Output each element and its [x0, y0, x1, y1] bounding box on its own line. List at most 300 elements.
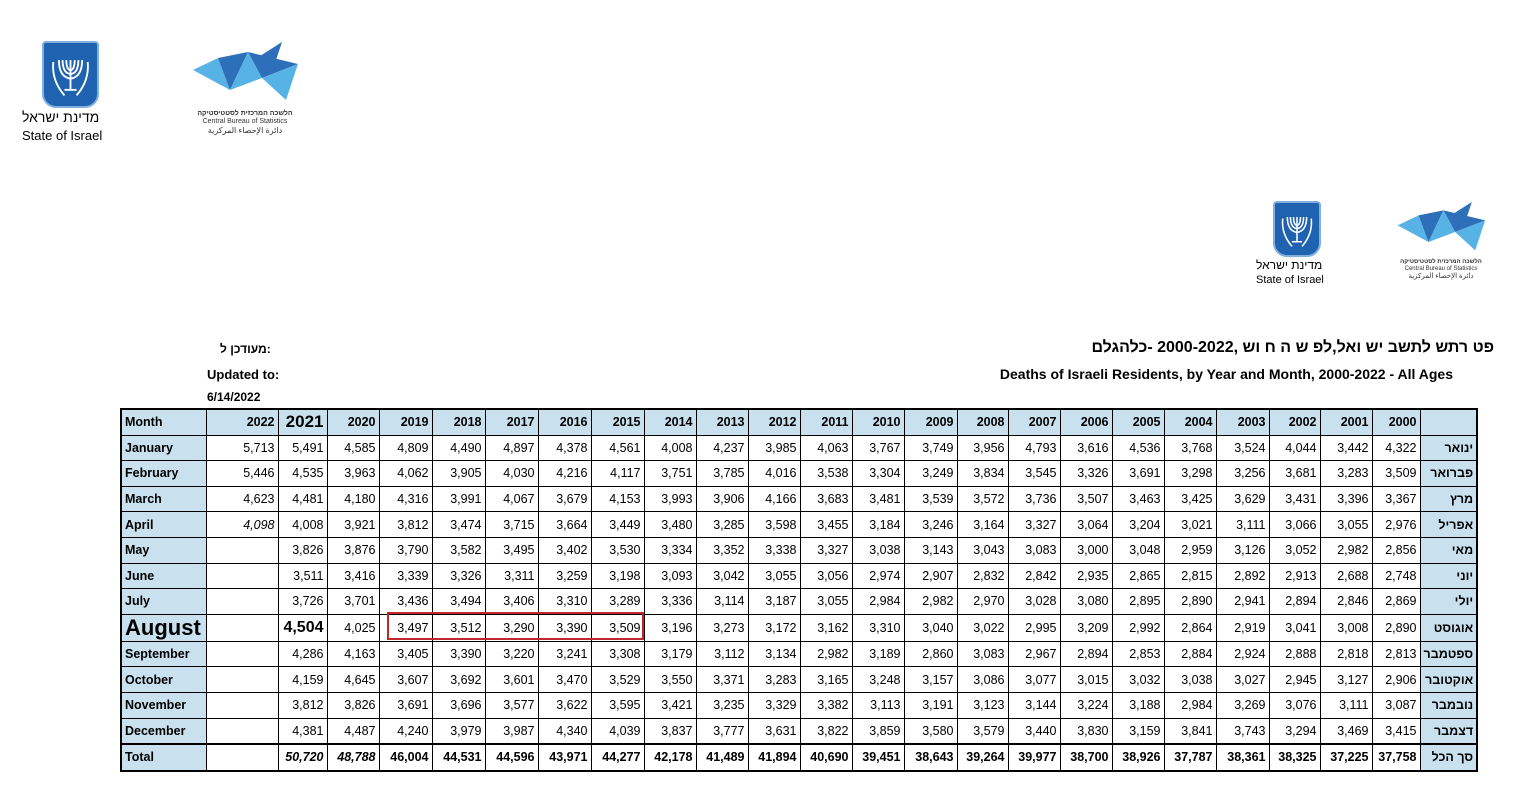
- table-cell: 3,859: [852, 718, 904, 744]
- table-row: [121, 667, 1477, 693]
- table-cell: 3,056: [800, 563, 852, 589]
- total-cell: 44,277: [591, 744, 644, 771]
- table-cell: 3,246: [904, 512, 957, 538]
- table-cell: 3,629: [1216, 486, 1269, 512]
- table-cell: 3,189: [852, 641, 904, 667]
- table-cell: 4,153: [591, 486, 644, 512]
- menorah-emblem-icon: [1273, 201, 1321, 257]
- table-cell: 3,480: [644, 512, 696, 538]
- table-cell: 3,979: [432, 718, 485, 744]
- table-cell: 3,055: [800, 589, 852, 615]
- total-cell: 37,758: [1372, 744, 1420, 771]
- table-cell: 3,681: [1269, 461, 1320, 487]
- table-cell: 3,326: [432, 563, 485, 589]
- table-cell: 4,008: [644, 435, 696, 461]
- table-cell: 3,188: [1112, 692, 1164, 718]
- table-cell: 2,974: [852, 563, 904, 589]
- year-column-header: 2000: [1372, 409, 1420, 435]
- month-label-hebrew: ינואר: [1420, 435, 1477, 461]
- table-cell: 3,172: [748, 614, 800, 641]
- total-cell: 48,788: [327, 744, 379, 771]
- table-cell: 3,595: [591, 692, 644, 718]
- table-cell: 4,030: [485, 461, 538, 487]
- table-header-row: [121, 409, 1477, 435]
- table-cell: [206, 614, 278, 641]
- month-column-header: Month: [121, 409, 206, 435]
- year-column-header: 2008: [957, 409, 1008, 435]
- table-cell: 3,283: [1320, 461, 1372, 487]
- table-cell: 4,240: [379, 718, 432, 744]
- table-cell: [206, 692, 278, 718]
- year-column-header: 2018: [432, 409, 485, 435]
- table-cell: 3,040: [904, 614, 957, 641]
- table-cell: 5,446: [206, 461, 278, 487]
- table-cell: 4,163: [327, 641, 379, 667]
- table-cell: 4,340: [538, 718, 591, 744]
- table-cell: 2,865: [1112, 563, 1164, 589]
- table-cell: 3,157: [904, 667, 957, 693]
- hebrew-month-column-header: [1420, 409, 1477, 435]
- table-row: [121, 641, 1477, 667]
- table-cell: 3,436: [379, 589, 432, 615]
- table-cell: 3,114: [696, 589, 748, 615]
- year-column-header: 2007: [1008, 409, 1060, 435]
- table-cell: 3,113: [852, 692, 904, 718]
- table-cell: [206, 537, 278, 563]
- table-cell: 3,055: [748, 563, 800, 589]
- table-cell: 4,067: [485, 486, 538, 512]
- month-label-english: July: [121, 589, 206, 615]
- table-cell: 3,112: [696, 641, 748, 667]
- month-label-hebrew: אוגוסט: [1420, 614, 1477, 641]
- month-label-english: September: [121, 641, 206, 667]
- table-cell: 3,905: [432, 461, 485, 487]
- table-cell: 3,455: [800, 512, 852, 538]
- table-cell: 3,601: [485, 667, 538, 693]
- title-hebrew: פט רתש לתשב יש ואל,לפ ש ה ח וש ,2000-2022 -כלהגלם: [1091, 339, 1494, 356]
- table-cell: 3,572: [957, 486, 1008, 512]
- total-cell: 42,178: [644, 744, 696, 771]
- table-cell: 3,768: [1164, 435, 1216, 461]
- table-cell: 4,645: [327, 667, 379, 693]
- table-cell: 3,196: [644, 614, 696, 641]
- total-cell: 46,004: [379, 744, 432, 771]
- table-cell: 3,338: [748, 537, 800, 563]
- table-cell: 2,967: [1008, 641, 1060, 667]
- table-cell: 3,691: [1112, 461, 1164, 487]
- table-cell: 3,921: [327, 512, 379, 538]
- table-cell: 3,545: [1008, 461, 1060, 487]
- table-cell: 3,041: [1269, 614, 1320, 641]
- table-cell: 2,992: [1112, 614, 1164, 641]
- table-cell: 2,832: [957, 563, 1008, 589]
- table-cell: [206, 667, 278, 693]
- table-cell: [206, 563, 278, 589]
- table-cell: 3,512: [432, 614, 485, 641]
- cbs-name-arabic: دائرة الإحصاء المركزية: [207, 126, 283, 135]
- table-cell: 3,841: [1164, 718, 1216, 744]
- year-column-header: 2006: [1060, 409, 1112, 435]
- year-column-header: 2015: [591, 409, 644, 435]
- table-cell: 2,864: [1164, 614, 1216, 641]
- table-cell: 3,304: [852, 461, 904, 487]
- table-cell: [206, 718, 278, 744]
- table-row: [121, 537, 1477, 563]
- cbs-name-hebrew: הלשכה המרכזית לסטטיסטיקה: [197, 110, 293, 117]
- month-label-hebrew: פברואר: [1420, 461, 1477, 487]
- table-cell: 3,209: [1060, 614, 1112, 641]
- table-cell: 4,025: [327, 614, 379, 641]
- table-cell: 3,631: [748, 718, 800, 744]
- table-cell: 3,390: [538, 614, 591, 641]
- month-label-hebrew: אוקטובר: [1420, 667, 1477, 693]
- table-cell: 4,016: [748, 461, 800, 487]
- table-cell: 3,481: [852, 486, 904, 512]
- table-cell: 4,098: [206, 512, 278, 538]
- total-cell: 37,787: [1164, 744, 1216, 771]
- table-cell: 3,311: [485, 563, 538, 589]
- table-cell: 3,785: [696, 461, 748, 487]
- table-cell: 2,853: [1112, 641, 1164, 667]
- table-cell: 3,327: [1008, 512, 1060, 538]
- month-label-english: May: [121, 537, 206, 563]
- table-cell: 4,044: [1269, 435, 1320, 461]
- table-cell: 3,086: [957, 667, 1008, 693]
- year-column-header: 2009: [904, 409, 957, 435]
- table-cell: 3,021: [1164, 512, 1216, 538]
- table-row: [121, 486, 1477, 512]
- table-cell: 2,907: [904, 563, 957, 589]
- state-name-english: State of Israel: [1256, 274, 1324, 286]
- table-cell: 3,790: [379, 537, 432, 563]
- table-cell: 3,963: [327, 461, 379, 487]
- table-cell: 3,083: [1008, 537, 1060, 563]
- table-cell: 3,470: [538, 667, 591, 693]
- total-cell: 39,451: [852, 744, 904, 771]
- total-cell: 41,489: [696, 744, 748, 771]
- table-cell: 3,826: [327, 692, 379, 718]
- table-cell: 3,539: [904, 486, 957, 512]
- table-cell: 3,751: [644, 461, 696, 487]
- table-cell: 3,204: [1112, 512, 1164, 538]
- year-column-header: 2011: [800, 409, 852, 435]
- table-cell: 3,327: [800, 537, 852, 563]
- menorah-emblem-icon: [42, 41, 99, 108]
- table-cell: 4,490: [432, 435, 485, 461]
- table-cell: 2,894: [1060, 641, 1112, 667]
- month-label-hebrew: ספטמבר: [1420, 641, 1477, 667]
- table-cell: 2,919: [1216, 614, 1269, 641]
- year-column-header: 2013: [696, 409, 748, 435]
- table-cell: 2,984: [852, 589, 904, 615]
- table-cell: 2,869: [1372, 589, 1420, 615]
- table-cell: 3,111: [1320, 692, 1372, 718]
- table-cell: 4,535: [278, 461, 327, 487]
- table-cell: 3,352: [696, 537, 748, 563]
- total-cell: [206, 744, 278, 771]
- table-row: [121, 461, 1477, 487]
- table-cell: 3,425: [1164, 486, 1216, 512]
- month-label-english: February: [121, 461, 206, 487]
- table-cell: 2,846: [1320, 589, 1372, 615]
- updated-label-english: Updated to:: [207, 367, 280, 382]
- table-cell: 2,982: [1320, 537, 1372, 563]
- cbs-logo-right: [1395, 202, 1487, 284]
- table-cell: 3,310: [538, 589, 591, 615]
- table-cell: 3,273: [696, 614, 748, 641]
- table-cell: 3,066: [1269, 512, 1320, 538]
- table-cell: 2,842: [1008, 563, 1060, 589]
- total-cell: 41,894: [748, 744, 800, 771]
- month-label-hebrew: דצמבר: [1420, 718, 1477, 744]
- table-cell: 2,959: [1164, 537, 1216, 563]
- table-row: [121, 512, 1477, 538]
- table-cell: 3,616: [1060, 435, 1112, 461]
- table-cell: 3,834: [957, 461, 1008, 487]
- year-column-header: 2020: [327, 409, 379, 435]
- table-cell: 3,076: [1269, 692, 1320, 718]
- table-cell: 3,249: [904, 461, 957, 487]
- month-label-hebrew: יוני: [1420, 563, 1477, 589]
- table-cell: 3,726: [278, 589, 327, 615]
- total-cell: 38,361: [1216, 744, 1269, 771]
- table-cell: 3,837: [644, 718, 696, 744]
- table-cell: 3,421: [644, 692, 696, 718]
- table-cell: 3,038: [1164, 667, 1216, 693]
- table-cell: 3,701: [327, 589, 379, 615]
- table-cell: 2,888: [1269, 641, 1320, 667]
- table-cell: 3,083: [957, 641, 1008, 667]
- table-cell: [206, 589, 278, 615]
- table-cell: 3,474: [432, 512, 485, 538]
- table-cell: 2,976: [1372, 512, 1420, 538]
- table-cell: 4,381: [278, 718, 327, 744]
- state-name-hebrew: מדינת ישראל: [22, 109, 100, 125]
- year-column-header: 2016: [538, 409, 591, 435]
- year-column-header: 2021: [278, 409, 327, 435]
- table-cell: 3,749: [904, 435, 957, 461]
- table-cell: 3,224: [1060, 692, 1112, 718]
- table-cell: 3,683: [800, 486, 852, 512]
- table-cell: 3,334: [644, 537, 696, 563]
- table-cell: 3,248: [852, 667, 904, 693]
- table-cell: 3,906: [696, 486, 748, 512]
- table-cell: 3,008: [1320, 614, 1372, 641]
- table-cell: 3,093: [644, 563, 696, 589]
- table-cell: 3,579: [957, 718, 1008, 744]
- table-cell: 3,235: [696, 692, 748, 718]
- table-cell: 3,580: [904, 718, 957, 744]
- table-cell: 4,585: [327, 435, 379, 461]
- table-cell: 3,336: [644, 589, 696, 615]
- table-cell: 3,042: [696, 563, 748, 589]
- table-cell: 5,713: [206, 435, 278, 461]
- table-cell: 3,396: [1320, 486, 1372, 512]
- table-cell: 3,159: [1112, 718, 1164, 744]
- table-cell: 4,897: [485, 435, 538, 461]
- table-cell: [206, 641, 278, 667]
- state-name-hebrew: מדינת ישראל: [1256, 258, 1323, 272]
- month-label-english: June: [121, 563, 206, 589]
- table-cell: 3,123: [957, 692, 1008, 718]
- month-label-english: August: [121, 614, 206, 641]
- table-cell: 3,812: [379, 512, 432, 538]
- table-cell: 3,993: [644, 486, 696, 512]
- month-label-hebrew: אפריל: [1420, 512, 1477, 538]
- table-cell: 4,166: [748, 486, 800, 512]
- table-cell: 4,378: [538, 435, 591, 461]
- table-cell: 2,906: [1372, 667, 1420, 693]
- month-label-english: December: [121, 718, 206, 744]
- table-cell: 2,982: [800, 641, 852, 667]
- year-column-header: 2004: [1164, 409, 1216, 435]
- table-cell: 3,507: [1060, 486, 1112, 512]
- table-cell: 3,550: [644, 667, 696, 693]
- updated-date: 6/14/2022: [207, 390, 261, 404]
- table-cell: 3,126: [1216, 537, 1269, 563]
- table-cell: 3,052: [1269, 537, 1320, 563]
- table-cell: 3,382: [800, 692, 852, 718]
- table-cell: 3,043: [957, 537, 1008, 563]
- table-cell: 4,008: [278, 512, 327, 538]
- table-cell: 3,822: [800, 718, 852, 744]
- table-cell: 2,860: [904, 641, 957, 667]
- table-cell: 3,371: [696, 667, 748, 693]
- table-cell: 3,015: [1060, 667, 1112, 693]
- total-label-english: Total: [121, 744, 206, 771]
- table-cell: 3,577: [485, 692, 538, 718]
- total-cell: 44,596: [485, 744, 538, 771]
- table-cell: 3,449: [591, 512, 644, 538]
- table-cell: 2,748: [1372, 563, 1420, 589]
- table-cell: 4,793: [1008, 435, 1060, 461]
- table-cell: 3,416: [327, 563, 379, 589]
- total-cell: 40,690: [800, 744, 852, 771]
- table-cell: 3,987: [485, 718, 538, 744]
- month-label-hebrew: מאי: [1420, 537, 1477, 563]
- table-cell: 4,216: [538, 461, 591, 487]
- table-cell: 3,191: [904, 692, 957, 718]
- table-cell: 3,664: [538, 512, 591, 538]
- table-cell: 3,767: [852, 435, 904, 461]
- table-cell: 3,415: [1372, 718, 1420, 744]
- table-cell: 2,856: [1372, 537, 1420, 563]
- updated-label-hebrew: מעודכן ל:: [220, 342, 271, 356]
- table-cell: 3,607: [379, 667, 432, 693]
- total-row: [121, 744, 1477, 771]
- table-cell: 2,894: [1269, 589, 1320, 615]
- table-cell: 2,890: [1372, 614, 1420, 641]
- table-cell: 3,524: [1216, 435, 1269, 461]
- table-cell: 3,431: [1269, 486, 1320, 512]
- table-cell: 2,984: [1164, 692, 1216, 718]
- total-cell: 39,264: [957, 744, 1008, 771]
- total-cell: 38,325: [1269, 744, 1320, 771]
- table-cell: 3,064: [1060, 512, 1112, 538]
- month-label-english: October: [121, 667, 206, 693]
- table-cell: 2,892: [1216, 563, 1269, 589]
- table-cell: 3,339: [379, 563, 432, 589]
- year-column-header: 2014: [644, 409, 696, 435]
- table-cell: 3,285: [696, 512, 748, 538]
- table-cell: 3,241: [538, 641, 591, 667]
- year-column-header: 2022: [206, 409, 278, 435]
- table-cell: 3,495: [485, 537, 538, 563]
- cbs-name-hebrew: הלשכה המרכזית לסטטיסטיקה: [1400, 259, 1482, 265]
- cbs-name-english: Central Bureau of Statistics: [202, 118, 288, 125]
- title-english: Deaths of Israeli Residents, by Year and Month, 2000-2022 - All Ages: [999, 366, 1453, 382]
- month-label-hebrew: נובמבר: [1420, 692, 1477, 718]
- table-cell: 3,469: [1320, 718, 1372, 744]
- table-cell: 3,022: [957, 614, 1008, 641]
- table-cell: 3,736: [1008, 486, 1060, 512]
- table-cell: 3,582: [432, 537, 485, 563]
- table-cell: 3,691: [379, 692, 432, 718]
- table-cell: 4,504: [278, 614, 327, 641]
- table-row: [121, 692, 1477, 718]
- table-cell: 4,117: [591, 461, 644, 487]
- total-cell: 39,977: [1008, 744, 1060, 771]
- table-cell: 3,440: [1008, 718, 1060, 744]
- table-cell: 3,696: [432, 692, 485, 718]
- table-cell: 2,818: [1320, 641, 1372, 667]
- table-cell: 2,935: [1060, 563, 1112, 589]
- table-cell: 3,048: [1112, 537, 1164, 563]
- table-row: [121, 589, 1477, 615]
- table-cell: 3,622: [538, 692, 591, 718]
- cbs-logo-top: [190, 42, 300, 142]
- table-row: [121, 718, 1477, 744]
- year-column-header: 2001: [1320, 409, 1372, 435]
- table-cell: 3,165: [800, 667, 852, 693]
- table-cell: 2,995: [1008, 614, 1060, 641]
- table-cell: 3,538: [800, 461, 852, 487]
- table-cell: 3,187: [748, 589, 800, 615]
- table-cell: 2,890: [1164, 589, 1216, 615]
- table-cell: 4,561: [591, 435, 644, 461]
- table-row: [121, 563, 1477, 589]
- table-cell: 3,259: [538, 563, 591, 589]
- table-cell: 3,310: [852, 614, 904, 641]
- table-cell: 3,405: [379, 641, 432, 667]
- month-label-english: January: [121, 435, 206, 461]
- table-cell: 3,497: [379, 614, 432, 641]
- table-cell: 3,055: [1320, 512, 1372, 538]
- year-column-header: 2002: [1269, 409, 1320, 435]
- table-cell: 3,956: [957, 435, 1008, 461]
- table-cell: 3,179: [644, 641, 696, 667]
- table-cell: 3,511: [278, 563, 327, 589]
- table-cell: 3,144: [1008, 692, 1060, 718]
- deaths-table: [120, 408, 1478, 772]
- table-cell: 3,985: [748, 435, 800, 461]
- month-label-english: April: [121, 512, 206, 538]
- cbs-name-english: Central Bureau of Statistics: [1404, 266, 1478, 272]
- table-cell: 4,039: [591, 718, 644, 744]
- state-name-english: State of Israel: [22, 128, 103, 143]
- table-cell: 4,809: [379, 435, 432, 461]
- total-cell: 38,926: [1112, 744, 1164, 771]
- year-column-header: 2010: [852, 409, 904, 435]
- table-cell: 3,220: [485, 641, 538, 667]
- cbs-logo-icon: [1395, 202, 1487, 257]
- table-cell: 2,982: [904, 589, 957, 615]
- total-label-hebrew: סך הכל: [1420, 744, 1477, 771]
- table-cell: 3,509: [591, 614, 644, 641]
- total-cell: 37,225: [1320, 744, 1372, 771]
- total-cell: 50,720: [278, 744, 327, 771]
- total-cell: 38,700: [1060, 744, 1112, 771]
